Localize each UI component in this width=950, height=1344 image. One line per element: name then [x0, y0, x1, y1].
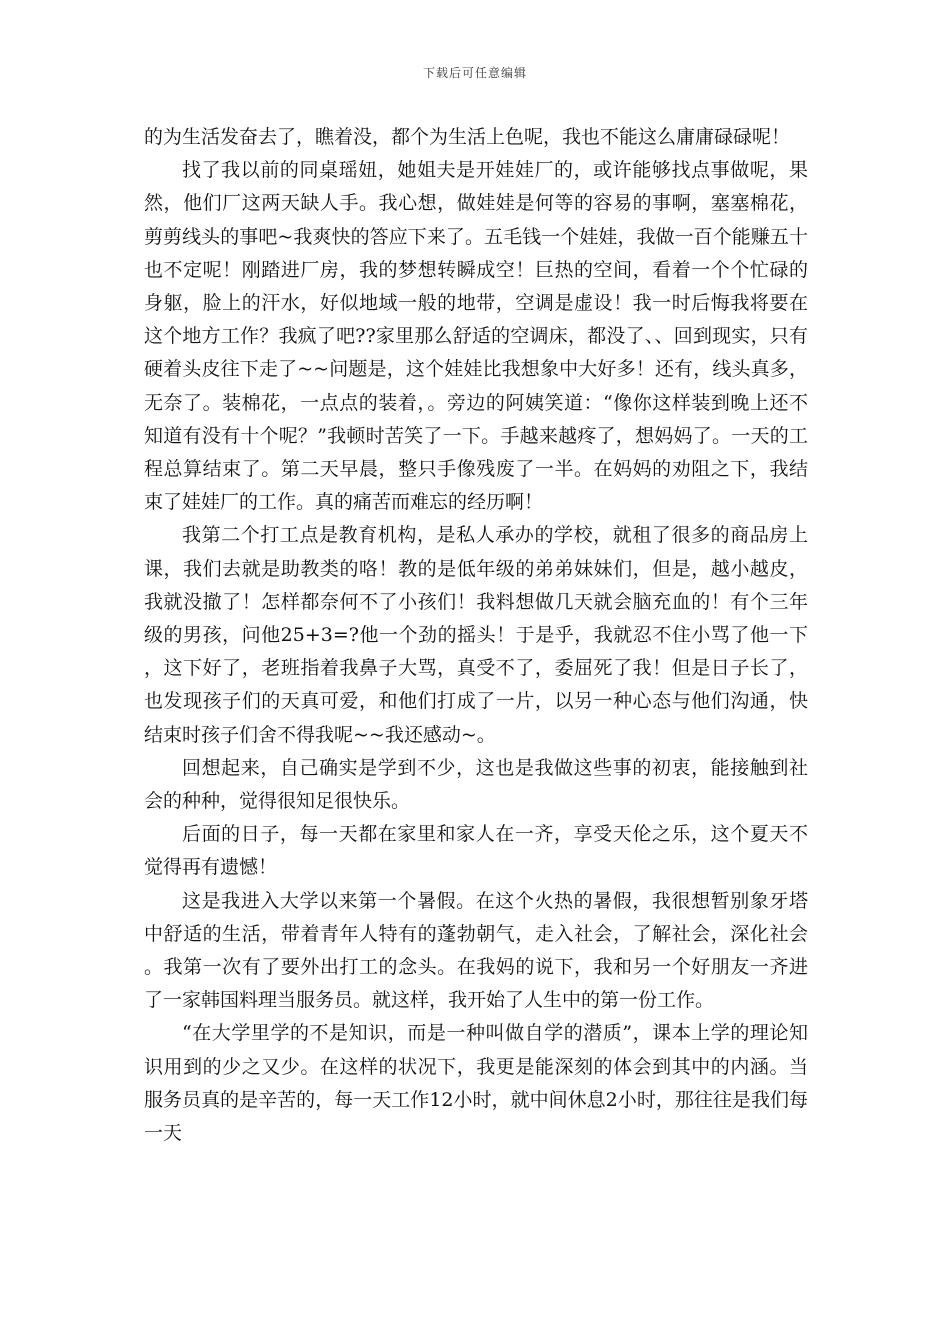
- paragraph-4: 回想起来，自己确实是学到不少，这也是我做这些事的初衷，能接触到社会的种种，觉得很知足很快乐。: [144, 756, 808, 813]
- page-header: 下载后可任意编辑: [422, 66, 527, 80]
- paragraph-7: “在大学里学的不是知识，而是一种叫做自学的潜质”，课本上学的理论知识用到的少之又少。在这样的状况下，我更是能深刻的体会到其中的内涵。当服务员真的是辛苦的，每一天工作12小时，就中间休息2小时，那往往是我们每一天: [144, 1022, 808, 1145]
- paragraph-2: 找了我以前的同桌瑶妞，她姐夫是开娃娃厂的，或许能够找点事做呢，果然，他们厂这两天缺人手。我心想，做娃娃是何等的容易的事啊，塞塞棉花，剪剪线头的事吧~我爽快的答应下来了。五毛钱一个娃娃，我做一百个能赚五十也不定呢！刚踏进厂房，我的梦想转瞬成空！巨热的空间，看着一个个忙碌的身躯，脸上的汗水，好似地域一般的地带，空调是虚设！我一时后悔我将要在这个地方工作？我疯了吧??家里那么舒适的空调床，都没了、、回到现实，只有硬着头皮往下走了~~问题是，这个娃娃比我想象中大好多！还有，线头真多，无奈了。装棉花，一点点的装着，。旁边的阿姨笑道：“像你这样装到晚上还不知道有没有十个呢？”我顿时苦笑了一下。手越来越疼了，想妈妈了。一天的工程总算结束了。第二天早晨，整只手像残废了一半。在妈妈的劝阻之下，我结束了娃娃厂的工作。真的痛苦而难忘的经历啊！: [144, 159, 808, 514]
- paragraph-1: 的为生活发奋去了，瞧着没，都个为生活上色呢，我也不能这么庸庸碌碌呢！: [144, 126, 791, 148]
- paragraph-3: 我第二个打工点是教育机构，是私人承办的学校，就租了很多的商品房上课，我们去就是助教类的咯！教的是低年级的弟弟妹妹们，但是，越小越皮，我就没撤了！怎样都奈何不了小孩们！我料想做几天就会脑充血的！有个三年级的男孩，问他25+3=?他一个劲的摇头！于是乎，我就忍不住小骂了他一下，这下好了，老班指着我鼻子大骂，真受不了，委屈死了我！但是日子长了，也发现孩子们的天真可爱，和他们打成了一片，以另一种心态与他们沟通，快结束时孩子们舍不得我呢~~我还感动~。: [144, 524, 808, 746]
- paragraph-6: 这是我进入大学以来第一个暑假。在这个火热的暑假，我很想暂别象牙塔中舒适的生活，带着青年人特有的蓬勃朝气，走入社会，了解社会，深化社会。我第一次有了要外出打工的念头。在我妈的说下，我和另一个好朋友一齐进了一家韩国料理当服务员。就这样，我开始了人生中的第一份工作。: [144, 889, 808, 1012]
- document-body: [144, 121, 808, 1150]
- paragraph-5: 后面的日子，每一天都在家里和家人在一齐，享受天伦之乐，这个夏天不觉得再有遗憾！: [144, 823, 808, 879]
